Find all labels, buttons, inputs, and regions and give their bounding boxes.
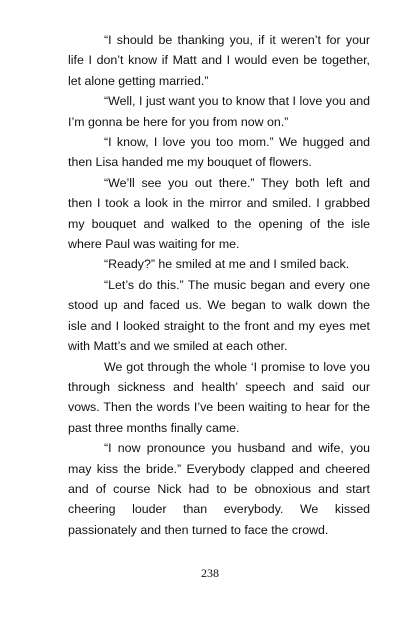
body-text: [68, 30, 370, 540]
paragraph: “I now pronounce you husband and wife, you may kiss the bride.” Everybody clapped and cheered and of course Nick had to be obnoxious and start cheering louder than everybody. We kissed passionately and then turned to face the crowd.: [68, 441, 370, 537]
paragraph: “I should be thanking you, if it weren’t for your life I don’t know if Matt and I would even be together, let alone getting married.”: [68, 33, 370, 88]
paragraph: “Let’s do this.” The music began and every one stood up and faced us. We began to walk down the isle and I looked straight to the front and my eyes met with Matt’s and we smiled at each other.: [68, 277, 370, 354]
paragraph: We got through the whole ‘I promise to love you through sickness and health’ speech and said our vows. Then the words I’ve been waiting to hear for the past three months finally came.: [68, 359, 370, 435]
paragraph: “I know, I love you too mom.” We hugged and then Lisa handed me my bouquet of flowers.: [68, 135, 370, 170]
paragraph: “Well, I just want you to know that I love you and I’m gonna be here for you from now on.”: [68, 94, 370, 129]
page-number: 238: [201, 566, 219, 580]
paragraph: “Ready?” he smiled at me and I smiled back.: [104, 257, 350, 272]
paragraph: “We’ll see you out there.” They both left and then I took a look in the mirror and smiled. I grabbed my bouquet and walked to the opening of the isle where Paul was waiting for me.: [68, 175, 370, 252]
